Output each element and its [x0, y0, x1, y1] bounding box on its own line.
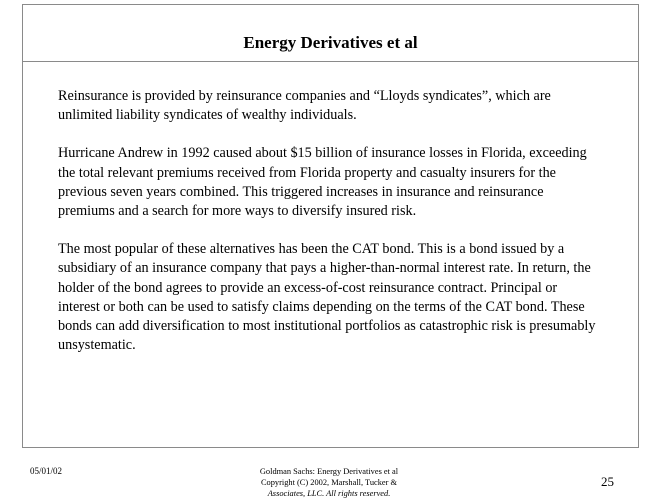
slide-body — [58, 87, 598, 374]
page-number: 25 — [601, 474, 614, 489]
footer-line-3: Associates, LLC. All rights reserved. — [267, 489, 391, 498]
title-bar — [23, 5, 638, 62]
paragraph-cat-bond: The most popular of these alternatives has been the CAT bond. This is a bond issued by a subsidiary of an insurance company that pays a higher-than-normal interest rate. In return, the holder of the bond agrees to provide an excess-of-cost reinsurance contract. Principal or interest or both can be used to satisfy claims depending on the terms of the CAT bond. These bonds can add diversification to most institutional portfolios as catastrophic risk is presumably unsystematic. — [58, 241, 596, 354]
paragraph-hurricane-andrew: Hurricane Andrew in 1992 caused about $15 billion of insurance losses in Florida, exceeding the total relevant premiums received from Florida property and casualty insurers for the previous seven years combined. This triggered increases in insurance and reinsurance premiums and a search for more ways to diversify insured risk. — [58, 145, 587, 220]
footer-line-1: Goldman Sachs: Energy Derivatives et al — [259, 467, 399, 476]
footer-copyright — [198, 466, 460, 499]
slide-title: Energy Derivatives et al — [243, 33, 418, 52]
footer-date: 05/01/02 — [30, 466, 63, 476]
paragraph-reinsurance: Reinsurance is provided by reinsurance companies and “Lloyds syndicates”, which are unlimited liability syndicates of wealthy individuals. — [58, 88, 551, 124]
footer-line-2: Copyright (C) 2002, Marshall, Tucker & — [260, 478, 398, 487]
